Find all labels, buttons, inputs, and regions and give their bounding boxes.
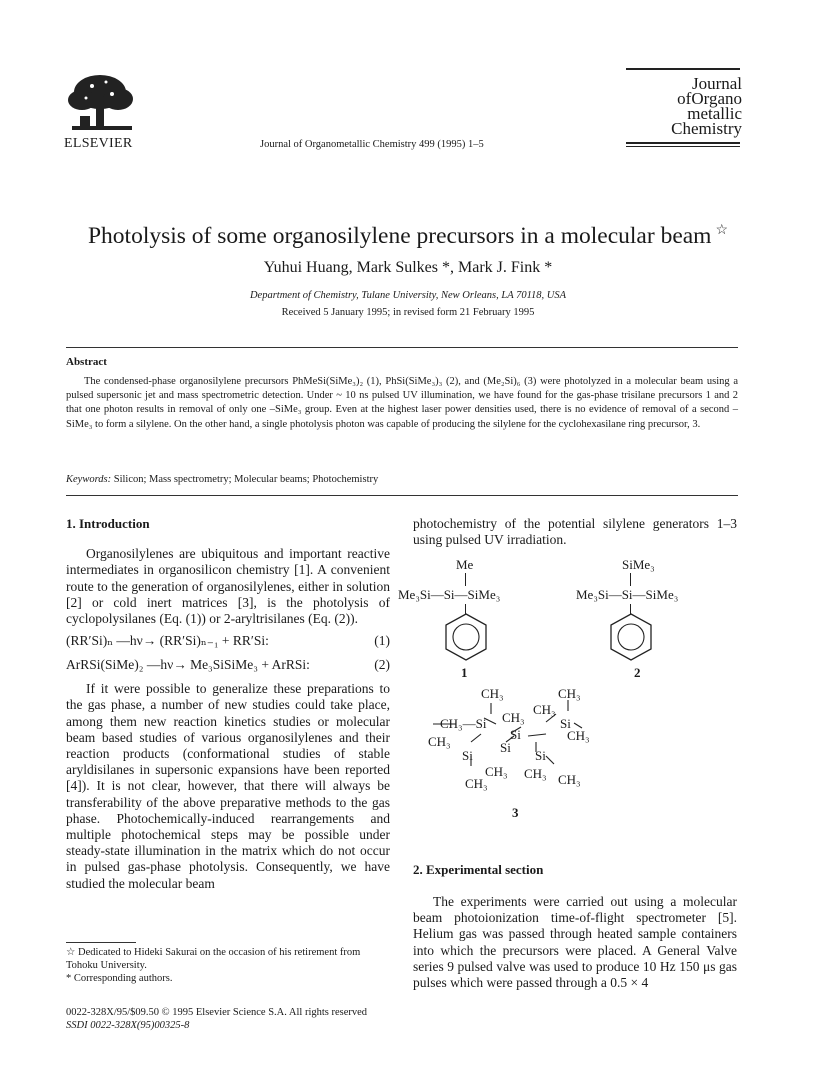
- abstract-rule-top: [66, 347, 738, 348]
- structure-2-benzene-ring: [607, 612, 655, 662]
- ssdi-line: SSDI 0022-328X(95)00325-8: [66, 1020, 190, 1031]
- structure-3-ch3-top-right: CH₃: [558, 686, 581, 701]
- structure-3-si-bottom-right: Si: [535, 748, 546, 763]
- right-paragraph-continued: photochemistry of the potential silylene generators 1–3 using pulsed UV irradiation.: [413, 516, 737, 548]
- journal-logo-line-4: Chemistry: [671, 119, 742, 138]
- intro-paragraph-2: If it were possible to generalize these preparations to the gas phase, a number of new studies could take place, among them new reaction kinetics studies or molecular beam based studies of various organosilylenes and their reaction products (conformational studies of stable aryldisilanes in supersonic expansions have been reported [4]). It is not clear, however, that there will always be transferability of the above preparative methods to the gas phase. Photochemically-induced rearrangements and multiple photochemical steps may be possible under steady-state illumination in the matrix which do not occur in pulsed gas-phase photolysis. Consequently, we have studied the molecular beam: [66, 681, 390, 891]
- intro-paragraph-1: Organosilylenes are ubiquitous and important reactive intermediates in organosilicon chemistry [1]. A convenient route to the generation of organosilylenes, either in solution [2] or cold inert matrices [3], is the photolysis of cyclopolysilanes (Eq. (1)) or 2-aryltrisilanes (Eq. (2)).: [66, 546, 390, 627]
- copyright-footer: [66, 1006, 367, 1032]
- structure-3-si-bottom-left: Si: [462, 748, 473, 763]
- structure-1-label: 1: [461, 665, 468, 680]
- structure-3-ch3-inner: CH₃: [502, 710, 525, 725]
- structure-3-ch3-far-left: CH₃: [428, 734, 451, 749]
- equation-2: [66, 657, 390, 677]
- footnote-rule: [66, 942, 136, 943]
- received-dates: Received 5 January 1995; in revised form 21 February 1995: [281, 307, 535, 318]
- copyright-line: 0022-328X/95/$09.50 © 1995 Elsevier Science S.A. All rights reserved: [66, 1007, 368, 1018]
- structure-2-label: 2: [634, 665, 641, 680]
- journal-logo-line-1: Journal: [691, 74, 742, 93]
- journal-logo-rule-top: [626, 68, 740, 70]
- journal-logo-line-2: ofOrgano: [677, 89, 742, 108]
- equation-2-number: (2): [374, 657, 390, 673]
- structure-3-ch3-top-left: CH₃: [481, 686, 504, 701]
- abstract-rule-bottom: [66, 495, 738, 496]
- structure-3-ch3-bottom-right-2: CH₃: [558, 772, 581, 787]
- footnote-corresponding: * Corresponding authors.: [66, 973, 173, 984]
- footnotes: [66, 946, 390, 985]
- section-heading-experimental: 2. Experimental section: [413, 862, 544, 877]
- experimental-paragraph: The experiments were carried out using a molecular beam photoionization time-of-flight spectrometer [5]. Helium gas was passed through heated sample containers into which the precursors were placed. A General Valve series 9 pulsed valve was used to produce 10 Hz 150 μs gas pulses which were passed through a 0.5 × 4: [413, 894, 737, 991]
- structure-3-si-right: Si: [560, 716, 571, 731]
- structure-1-top: Me: [456, 557, 474, 572]
- abstract-text: The condensed-phase organosilylene precursors PhMeSi(SiMe₃)₂ (1), PhSi(SiMe₃)₃ (2), and (Me₂Si)₆ (3) were photolyzed in a molecular beam using a pulsed supersonic jet and mass spectrometric detection. Under ~ 10 ns pulsed UV illumination, we have found for the gas-phase trisilane precursors 1 and 2 that one photon results in removal of only one –SiMe₃ group. Even at the highest laser power densities used, there is no evidence of removal of a second –SiMe₃ to form a silylene. On the other hand, a single photolysis photon was capable of producing the silylene for the cyclohexasilane ring precursor, 3.: [66, 376, 738, 430]
- equation-2-text: ArRSi(SiMe)₂ —hν→ Me₃SiSiMe₃ + ArRSi:: [66, 657, 310, 673]
- footnote-dedication: ☆ Dedicated to Hideki Sakurai on the occasion of his retirement from Tohoku University.: [66, 947, 361, 971]
- keywords: [66, 474, 738, 485]
- structure-3-label: 3: [512, 805, 519, 820]
- structure-1-row: Me₃Si—Si—SiMe₃: [398, 587, 501, 602]
- abstract-heading: Abstract: [66, 356, 107, 368]
- structure-2-top: SiMe₃: [622, 557, 655, 572]
- structure-3-ch3-bottom-left: CH₃: [465, 776, 488, 791]
- keywords-label: Keywords:: [66, 474, 112, 485]
- article-title: Photolysis of some organosilylene precursors in a molecular beam ☆: [87, 222, 729, 249]
- author-list: Yuhui Huang, Mark Sulkes *, Mark J. Fink *: [263, 259, 553, 276]
- equation-1-text: (RR′Si)ₙ —hν→ (RR′Si)ₙ₋₁ + RR′Si:: [66, 633, 269, 649]
- publisher-name: ELSEVIER: [64, 136, 133, 151]
- keywords-list: Silicon; Mass spectrometry; Molecular beams; Photochemistry: [113, 474, 379, 485]
- structure-2-row: Me₃Si—Si—SiMe₃: [576, 587, 679, 602]
- elsevier-tree-logo: [62, 72, 140, 134]
- structure-2-bond-top: [630, 573, 631, 586]
- equation-1-number: (1): [374, 633, 390, 649]
- left-column: [66, 516, 390, 892]
- structure-3-ch3-bottom-middle: CH₃: [485, 764, 508, 779]
- structure-1-bond-top: [465, 573, 466, 586]
- journal-citation: Journal of Organometallic Chemistry 499 (1995) 1–5: [260, 139, 484, 150]
- journal-logo-line-3: metallic: [687, 104, 742, 123]
- equation-1: [66, 633, 390, 653]
- structure-3-ch3-right: CH₃: [567, 728, 590, 743]
- right-column-top: [413, 516, 737, 548]
- affiliation: Department of Chemistry, Tulane University, New Orleans, LA 70118, USA: [249, 290, 567, 301]
- structure-3-si-center: Si: [500, 740, 511, 755]
- structure-3-ch3-bottom-right-1: CH₃: [524, 766, 547, 781]
- title-footnote-mark: ☆: [715, 223, 729, 238]
- journal-logo-rule-bottom-1: [626, 142, 740, 144]
- experimental-column: [413, 894, 737, 991]
- journal-logo: [612, 76, 742, 136]
- structure-3-si-inner: Si: [510, 727, 521, 742]
- journal-logo-rule-bottom-2: [626, 146, 740, 147]
- structure-1-benzene-ring: [442, 612, 490, 662]
- structure-3-ch3-left: CH₃—Si: [440, 716, 487, 731]
- section-heading-introduction: 1. Introduction: [66, 516, 150, 531]
- structure-3-ch3-upper-middle: CH₃: [533, 702, 556, 717]
